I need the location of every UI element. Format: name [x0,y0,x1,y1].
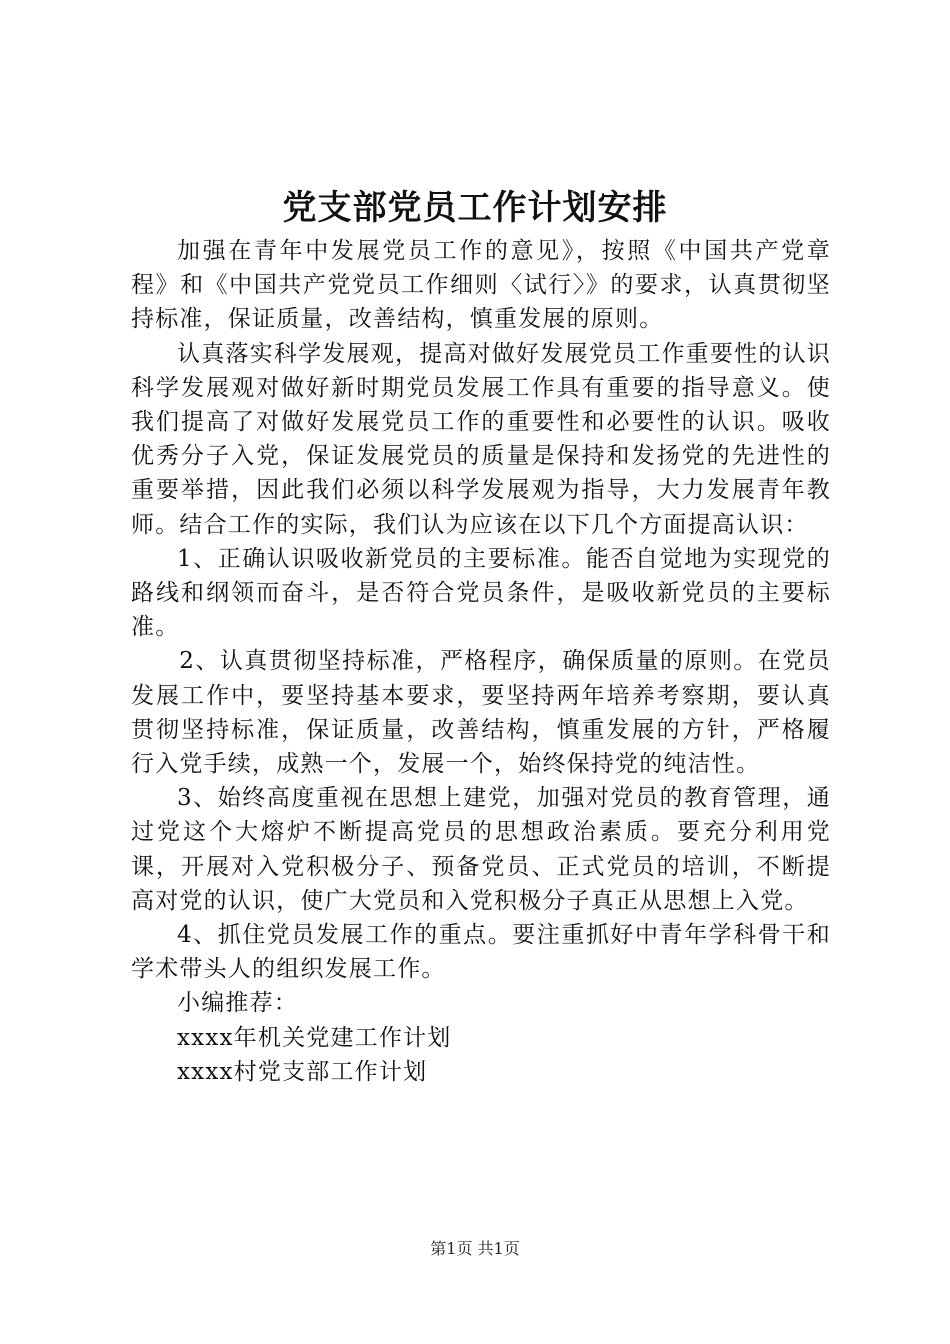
recommend-link[interactable]: xxxx年机关党建工作计划 [177,1024,452,1051]
paragraph-item-4: 4、抓住党员发展工作的重点。要注重抓好中青年学科骨干和学术带头人的组织发展工作。 [131,922,831,983]
recommend-link[interactable]: xxxx村党支部工作计划 [177,1058,428,1085]
paragraph-understanding: 认真落实科学发展观，提高对做好发展党员工作重要性的认识科学发展观对做好新时期党员发展工作具有重要的指导意义。使我们提高了对做好发展党员工作的重要性和必要性的认识。吸收优秀分子入党，保证发展党员的质量是保持和发扬党的先进性的重要举措，因此我们必须以科学发展观为指导，大力发展青年教师。结合工作的实际，我们认为应该在以下几个方面提高认识： [131,340,831,538]
page-footer: 第1页 共1页 [430,1239,520,1258]
document-body [131,234,831,1089]
document-title: 党支部党员工作计划安排 [282,188,668,228]
recommend-label: 小编推荐： [177,990,298,1017]
paragraph-item-2: 2、认真贯彻坚持标准，严格程序，确保质量的原则。在党员发展工作中，要坚持基本要求，要坚持两年培养考察期，要认真贯彻坚持标准，保证质量，改善结构，慎重发展的方针，严格履行入党手续，成熟一个，发展一个，始终保持党的纯洁性。 [131,648,831,778]
paragraph-intro: 加强在青年中发展党员工作的意见》，按照《中国共产党章程》和《中国共产党党员工作细则〈试行〉》的要求，认真贯彻坚持标准，保证质量，改善结构，慎重发展的原则。 [131,238,831,333]
paragraph-item-3: 3、始终高度重视在思想上建党，加强对党员的教育管理，通过党这个大熔炉不断提高党员的思想政治素质。要充分利用党课，开展对入党积极分子、预备党员、正式党员的培训，不断提高对党的认识，使广大党员和入党积极分子真正从思想上入党。 [131,785,831,914]
paragraph-item-1: 1、正确认识吸收新党员的主要标准。能否自觉地为实现党的路线和纲领而奋斗，是否符合党员条件，是吸收新党员的主要标准。 [131,545,831,641]
